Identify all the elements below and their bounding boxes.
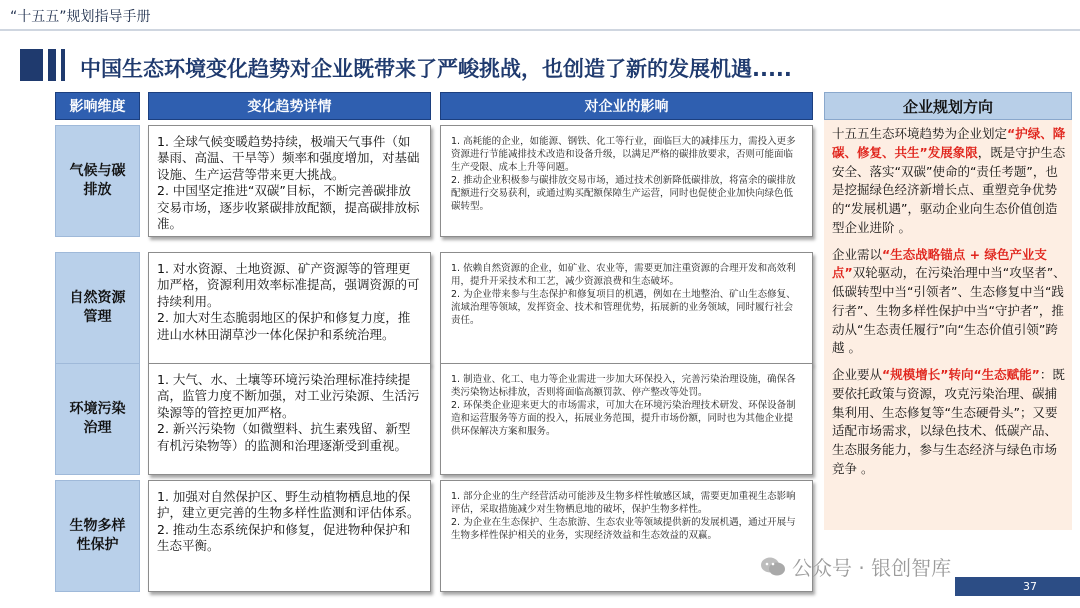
- plan-text: 十五五生态环境趋势为企业划定: [832, 126, 1008, 141]
- impact-point: 1. 高耗能的企业，如能源、钢铁、化工等行业，面临巨大的减排压力，需投入更多资源进行节能减排技术改造和设备升级，以满足严格的碳排放要求，否则可能面临生产受限、成本上升等问题。: [451, 136, 796, 173]
- trend-point: 2. 新兴污染物（如微塑料、抗生素残留、新型有机污染物等）的监测和治理逐渐受到重视。: [157, 421, 411, 453]
- impact-cell: [440, 480, 813, 592]
- plan-text: 企业要从: [832, 367, 883, 382]
- dimension-biodiversity: [55, 480, 140, 592]
- header-divider: [0, 29, 1080, 31]
- trend-cell: [148, 480, 431, 592]
- plan-panel: [832, 125, 1066, 487]
- wechat-icon: [760, 556, 786, 578]
- page-number: 37: [1023, 580, 1037, 593]
- trend-cell: [148, 252, 431, 364]
- impact-cell: [440, 252, 813, 364]
- column-header-impact: 对企业的影响: [440, 92, 813, 120]
- impact-point: 2. 为企业带来参与生态保护和修复项目的机遇，例如在土地整治、矿山生态修复、流域治理等领域，发挥资金、技术和管理优势，拓展新的业务领域，同时履行社会责任。: [451, 288, 796, 326]
- trend-point: 2. 加大对生态脆弱地区的保护和修复力度，推进山水林田湖草沙一体化保护和系统治理。: [157, 310, 411, 342]
- title-accent-bar: [20, 49, 43, 81]
- dimension-natural-resources: [55, 252, 140, 364]
- plan-paragraph: [832, 246, 1066, 359]
- title-accent-bar-thinner: [61, 49, 65, 81]
- title-accent-bar-thin: [48, 49, 56, 81]
- trend-point: 2. 中国坚定推进“双碳”目标，不断完善碳排放交易市场，逐步收紧碳排放配额，提高碳排放标准。: [157, 183, 420, 231]
- impact-point: 2. 推动企业积极参与碳排放交易市场，通过技术创新降低碳排放，将富余的碳排放配额进行交易获利，或通过购买配额保障生产运营，同时也促使企业加快向绿色低碳转型。: [451, 174, 796, 212]
- impact-cell: [440, 125, 813, 237]
- dimension-climate-carbon: [55, 125, 140, 237]
- impact-point: 2. 环保类企业迎来更大的市场需求，可加大在环境污染治理技术研发、环保设备制造和运营服务等方面的投入，拓展业务范围，提升市场份额，同时也为其他企业提供环保解决方案和服务。: [451, 399, 796, 437]
- plan-text: ：既要依托政策与资源，攻克污染治理、碳捕集利用、生态修复等“生态硬骨头”；又要适配市场需求，以绿色技术、低碳产品、生态服务能力，参与生态经济与绿色市场竞争 。: [832, 367, 1065, 476]
- impact-cell: [440, 363, 813, 475]
- plan-highlight: “生态战略锚点 + 绿色产业支点”: [832, 246, 1047, 281]
- column-header-dimension: 影响维度: [55, 92, 140, 120]
- plan-text: 双轮驱动，在污染治理中当“攻坚者”、低碳转型中当“引领者”、生态修复中当“践行者”、生物多样性保护中当“守护者”，推动从“生态责任履行”向“生态价值引领”跨越 。: [832, 265, 1066, 356]
- trend-point: 1. 大气、水、土壤等环境污染治理标准持续提高，监管力度不断加强，对工业污染源、生活污染源等的管控更加严格。: [157, 372, 420, 420]
- trend-point: 1. 对水资源、土地资源、矿产资源等的管理更加严格，资源利用效率标准提高，强调资源的可持续利用。: [157, 261, 420, 309]
- plan-paragraph: [832, 366, 1066, 479]
- plan-text: ，既是守护生态安全、落实“双碳”使命的“责任考题”，也是挖掘绿色经济新增长点、重塑竞争优势的“发展机遇”，驱动企业向生态价值创造型企业进阶 。: [832, 144, 1066, 235]
- plan-highlight: “规模增长”转向“生态赋能”: [882, 367, 1040, 382]
- column-header-plan: 企业规划方向: [824, 92, 1072, 120]
- impact-point: 1. 制造业、化工、电力等企业需进一步加大环保投入，完善污染治理设施，确保各类污染物达标排放，否则将面临高额罚款、停产整改等处罚。: [451, 374, 796, 398]
- trend-cell: [148, 363, 431, 475]
- trend-point: 1. 加强对自然保护区、野生动植物栖息地的保护，建立更完善的生物多样性监测和评估体系。: [157, 489, 420, 521]
- trend-point: 2. 推动生态系统保护和修复，促进物种保护和生态平衡。: [157, 521, 411, 554]
- slide-headline: 中国生态环境变化趋势对企业既带来了严峻挑战，也创造了新的发展机遇.....: [80, 57, 792, 81]
- watermark-text: 公众号 · 银创智库: [792, 556, 952, 580]
- dimension-label: 生物多样性保护: [69, 518, 126, 553]
- column-header-trend: 变化趋势详情: [148, 92, 431, 120]
- plan-paragraph: [832, 125, 1066, 238]
- document-title: “十五五”规划指导手册: [10, 9, 151, 25]
- trend-point: 1. 全球气候变暖趋势持续，极端天气事件（如暴雨、高温、干旱等）频率和强度增加，对基础设施、生产运营等带来更大挑战。: [157, 134, 420, 182]
- watermark: [760, 552, 951, 581]
- impact-point: 1. 部分企业的生产经营活动可能涉及生物多样性敏感区域，需要更加重视生态影响评估，采取措施减少对生物栖息地的破坏，保护生物多样性。: [451, 491, 796, 515]
- plan-text: 企业需以: [832, 246, 883, 262]
- plan-highlight: “护绿、降碳、修复、共生”发展象限: [832, 126, 1066, 160]
- trend-cell: [148, 125, 431, 237]
- dimension-label: 自然资源管理: [69, 290, 126, 325]
- dimension-label: 环境污染治理: [69, 401, 126, 436]
- impact-point: 1. 依赖自然资源的企业，如矿业、农业等，需要更加注重资源的合理开发和高效利用，提升开采技术和工艺，减少资源浪费和生态破坏。: [451, 263, 796, 287]
- dimension-label: 气候与碳排放: [69, 163, 126, 198]
- impact-point: 2. 为企业在生态保护、生态旅游、生态农业等领域提供新的发展机遇，通过开展与生物多样性保护相关的业务，实现经济效益和生态效益的双赢。: [451, 516, 796, 541]
- dimension-pollution-control: [55, 363, 140, 475]
